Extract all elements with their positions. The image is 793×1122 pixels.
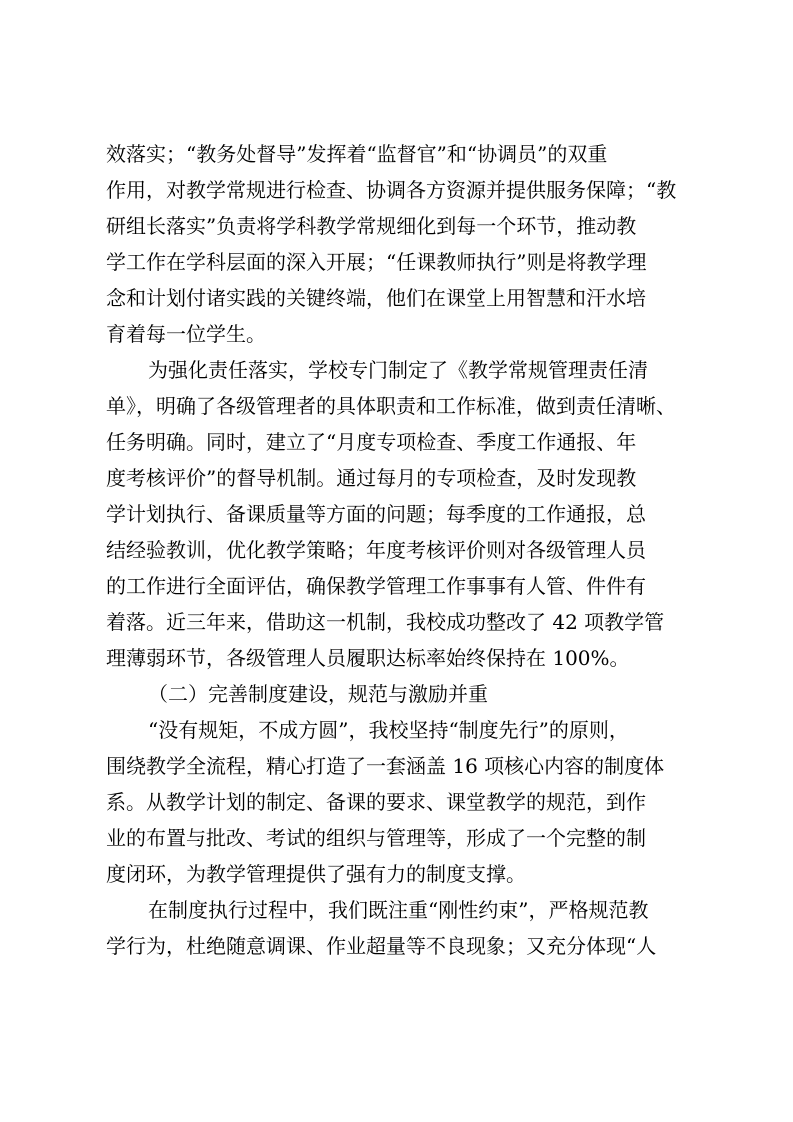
paragraph-first-line: 在制度执行过程中，我们既注重“刚性约束”，严格规范教 <box>148 898 649 922</box>
text-line: 学工作在学科层面的深入开展；“任课教师执行”则是将教学理 <box>106 250 647 274</box>
text-line: 围绕教学全流程，精心打造了一套涵盖 16 项核心内容的制度体 <box>106 754 665 778</box>
text-line: 度考核评价”的督导机制。通过每月的专项检查，及时发现教 <box>106 466 637 490</box>
text-line: 研组长落实”负责将学科教学常规细化到每一个环节，推动教 <box>106 214 637 238</box>
text-line: 度闭环，为教学管理提供了强有力的制度支撑。 <box>106 862 526 886</box>
text-line: 任务明确。同时，建立了“月度专项检查、季度工作通报、年 <box>106 430 637 454</box>
text-line: 学计划执行、备课质量等方面的问题；每季度的工作通报，总 <box>106 502 646 526</box>
text-line: 系。从教学计划的制定、备课的要求、课堂教学的规范，到作 <box>106 790 646 814</box>
text-line: 效落实；“教务处督导”发挥着“监督官”和“协调员”的双重 <box>106 142 608 166</box>
text-line: 学行为，杜绝随意调课、作业超量等不良现象；又充分体现“人 <box>106 934 657 958</box>
section-heading: （二）完善制度建设，规范与激励并重 <box>148 682 488 706</box>
text-line: 理薄弱环节，各级管理人员履职达标率始终保持在 100%。 <box>106 646 630 670</box>
text-line: 业的布置与批改、考试的组织与管理等，形成了一个完整的制 <box>106 826 646 850</box>
paragraph-first-line: “没有规矩，不成方圆”，我校坚持“制度先行”的原则， <box>148 718 629 742</box>
text-line: 的工作进行全面评估，确保教学管理工作事事有人管、件件有 <box>106 574 646 598</box>
text-line: 育着每一位学生。 <box>106 322 266 346</box>
paragraph-first-line: 为强化责任落实，学校专门制定了《教学常规管理责任清 <box>148 358 648 382</box>
text-line: 单》，明确了各级管理者的具体职责和工作标准，做到责任清晰、 <box>106 394 676 418</box>
text-line: 结经验教训，优化教学策略；年度考核评价则对各级管理人员 <box>106 538 646 562</box>
text-line: 念和计划付诸实践的关键终端，他们在课堂上用智慧和汗水培 <box>106 286 646 310</box>
text-line: 着落。近三年来，借助这一机制，我校成功整改了 42 项教学管 <box>106 610 665 634</box>
text-line: 作用，对教学常规进行检查、协调各方资源并提供服务保障；“教 <box>106 178 677 202</box>
